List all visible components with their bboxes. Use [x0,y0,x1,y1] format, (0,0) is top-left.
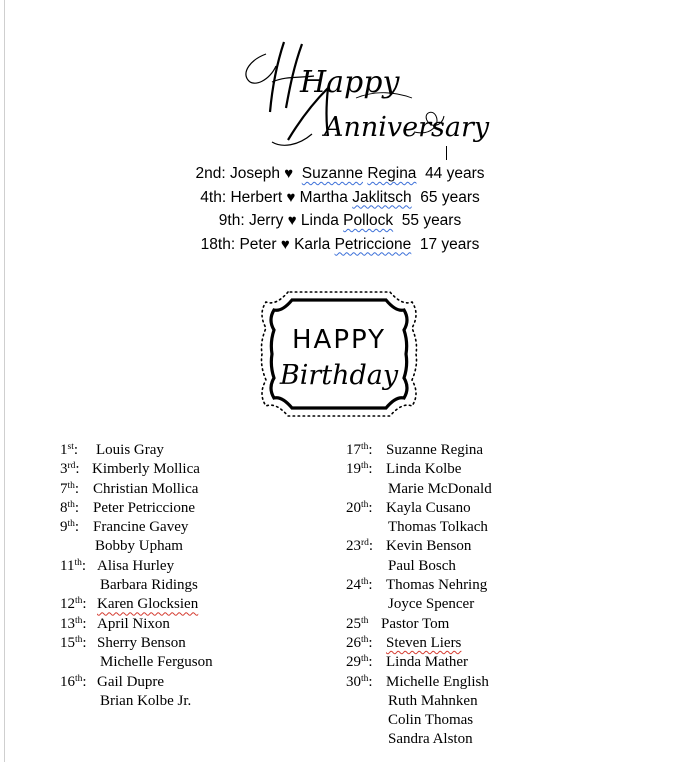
anniversary-list [0,162,680,256]
anniversary-entry: 18th: Peter ♥ Karla Petriccione 17 years [200,235,480,253]
birthday-entry-continued: Brian Kolbe Jr. [100,692,192,709]
logo-birthday-text: Birthday [279,360,399,391]
birthday-date: 17th: [346,442,373,458]
text-cursor [446,146,447,160]
birthday-entry-continued: Sandra Alston [388,731,473,748]
birthday-entry: 11th: Alisa Hurley [60,557,87,576]
birthday-entry: 19th: Linda Kolbe [346,460,373,479]
birthday-entry: 17th: Suzanne Regina [346,441,373,460]
birthday-list-right [346,441,492,750]
birthday-entry-continued: Michelle Ferguson [100,654,213,671]
birthday-entry: 16th: Gail Dupre [60,673,87,692]
birthday-entry: 30th: Michelle English [346,673,373,692]
birthday-entry-continued: Colin Thomas [388,712,474,729]
birthday-entry: 7th: Christian Mollica [60,480,87,499]
birthday-date: 9th: [60,519,80,536]
birthday-date: 12th: [60,596,87,613]
anniversary-entry: 4th: Herbert ♥ Martha Jaklitsch 65 years [200,188,480,206]
birthday-date: 1st: [60,442,79,458]
logo-happy-text: Happy [300,65,400,100]
birthday-entry: 12th: Karen Glocksien [60,595,87,614]
logo-happy-text: HAPPY [291,325,387,355]
birthday-entry-continued: Thomas Tolkach [388,519,488,536]
birthday-date: 20th: [346,499,373,516]
happy-anniversary-logo [236,36,490,154]
heart-icon: ♥ [286,188,296,206]
birthday-entry: 26th: Steven Liers [346,634,373,653]
birthday-entry-continued: Paul Bosch [388,557,456,574]
birthday-date: 16th: [60,673,87,690]
birthday-entry: 29th: Linda Mather [346,653,373,672]
birthday-entry: 3rd: Kimberly Mollica [60,460,87,479]
birthday-entry: 24th: Thomas Nehring [346,576,373,595]
birthday-entry-continued: Joyce Spencer [388,596,475,613]
birthday-entry-continued: Bobby Upham [95,538,183,555]
birthday-list-left [60,441,213,711]
birthday-date: 23rd: [346,538,374,555]
birthday-date: 15th: [60,634,87,651]
happy-birthday-logo [258,284,420,424]
heart-icon: ♥ [284,165,294,182]
anniversary-entry: 9th: Jerry ♥ Linda Pollock 55 years [218,212,462,229]
birthday-date: 7th: [60,480,80,497]
birthday-entry: 9th: Francine Gavey [60,518,87,537]
heart-icon: ♥ [287,212,297,229]
birthday-entry: 25th Pastor Tom [346,615,373,634]
birthday-entry: 15th: Sherry Benson [60,634,87,653]
birthday-date: 8th: [60,499,80,516]
birthday-entry-continued: Barbara Ridings [100,577,198,594]
birthday-entry-continued: Marie McDonald [388,480,492,497]
heart-icon: ♥ [280,235,290,253]
birthday-entry: 23rd: Kevin Benson [346,537,373,556]
birthday-date: 11th: [60,557,87,574]
birthday-date: 29th: [346,654,373,671]
birthday-entry: 8th: Peter Petriccione [60,499,87,518]
birthday-date: 19th: [346,461,373,478]
birthday-date: 13th: [60,615,87,632]
anniversary-entry: 2nd: Joseph ♥ Suzanne Regina 44 years [195,165,485,182]
birthday-date: 3rd: [60,461,80,478]
birthday-entry: 13th: April Nixon [60,615,87,634]
birthday-entry-continued: Ruth Mahnken [388,692,478,709]
birthday-date: 26th: [346,634,373,651]
birthday-entry: 1st: Louis Gray [60,441,87,460]
birthday-date: 30th: [346,673,373,690]
birthday-entry: 20th: Kayla Cusano [346,499,373,518]
logo-anniversary-text: Anniversary [324,112,490,143]
birthday-date: 24th: [346,577,373,594]
birthday-date: 25th [346,615,369,632]
